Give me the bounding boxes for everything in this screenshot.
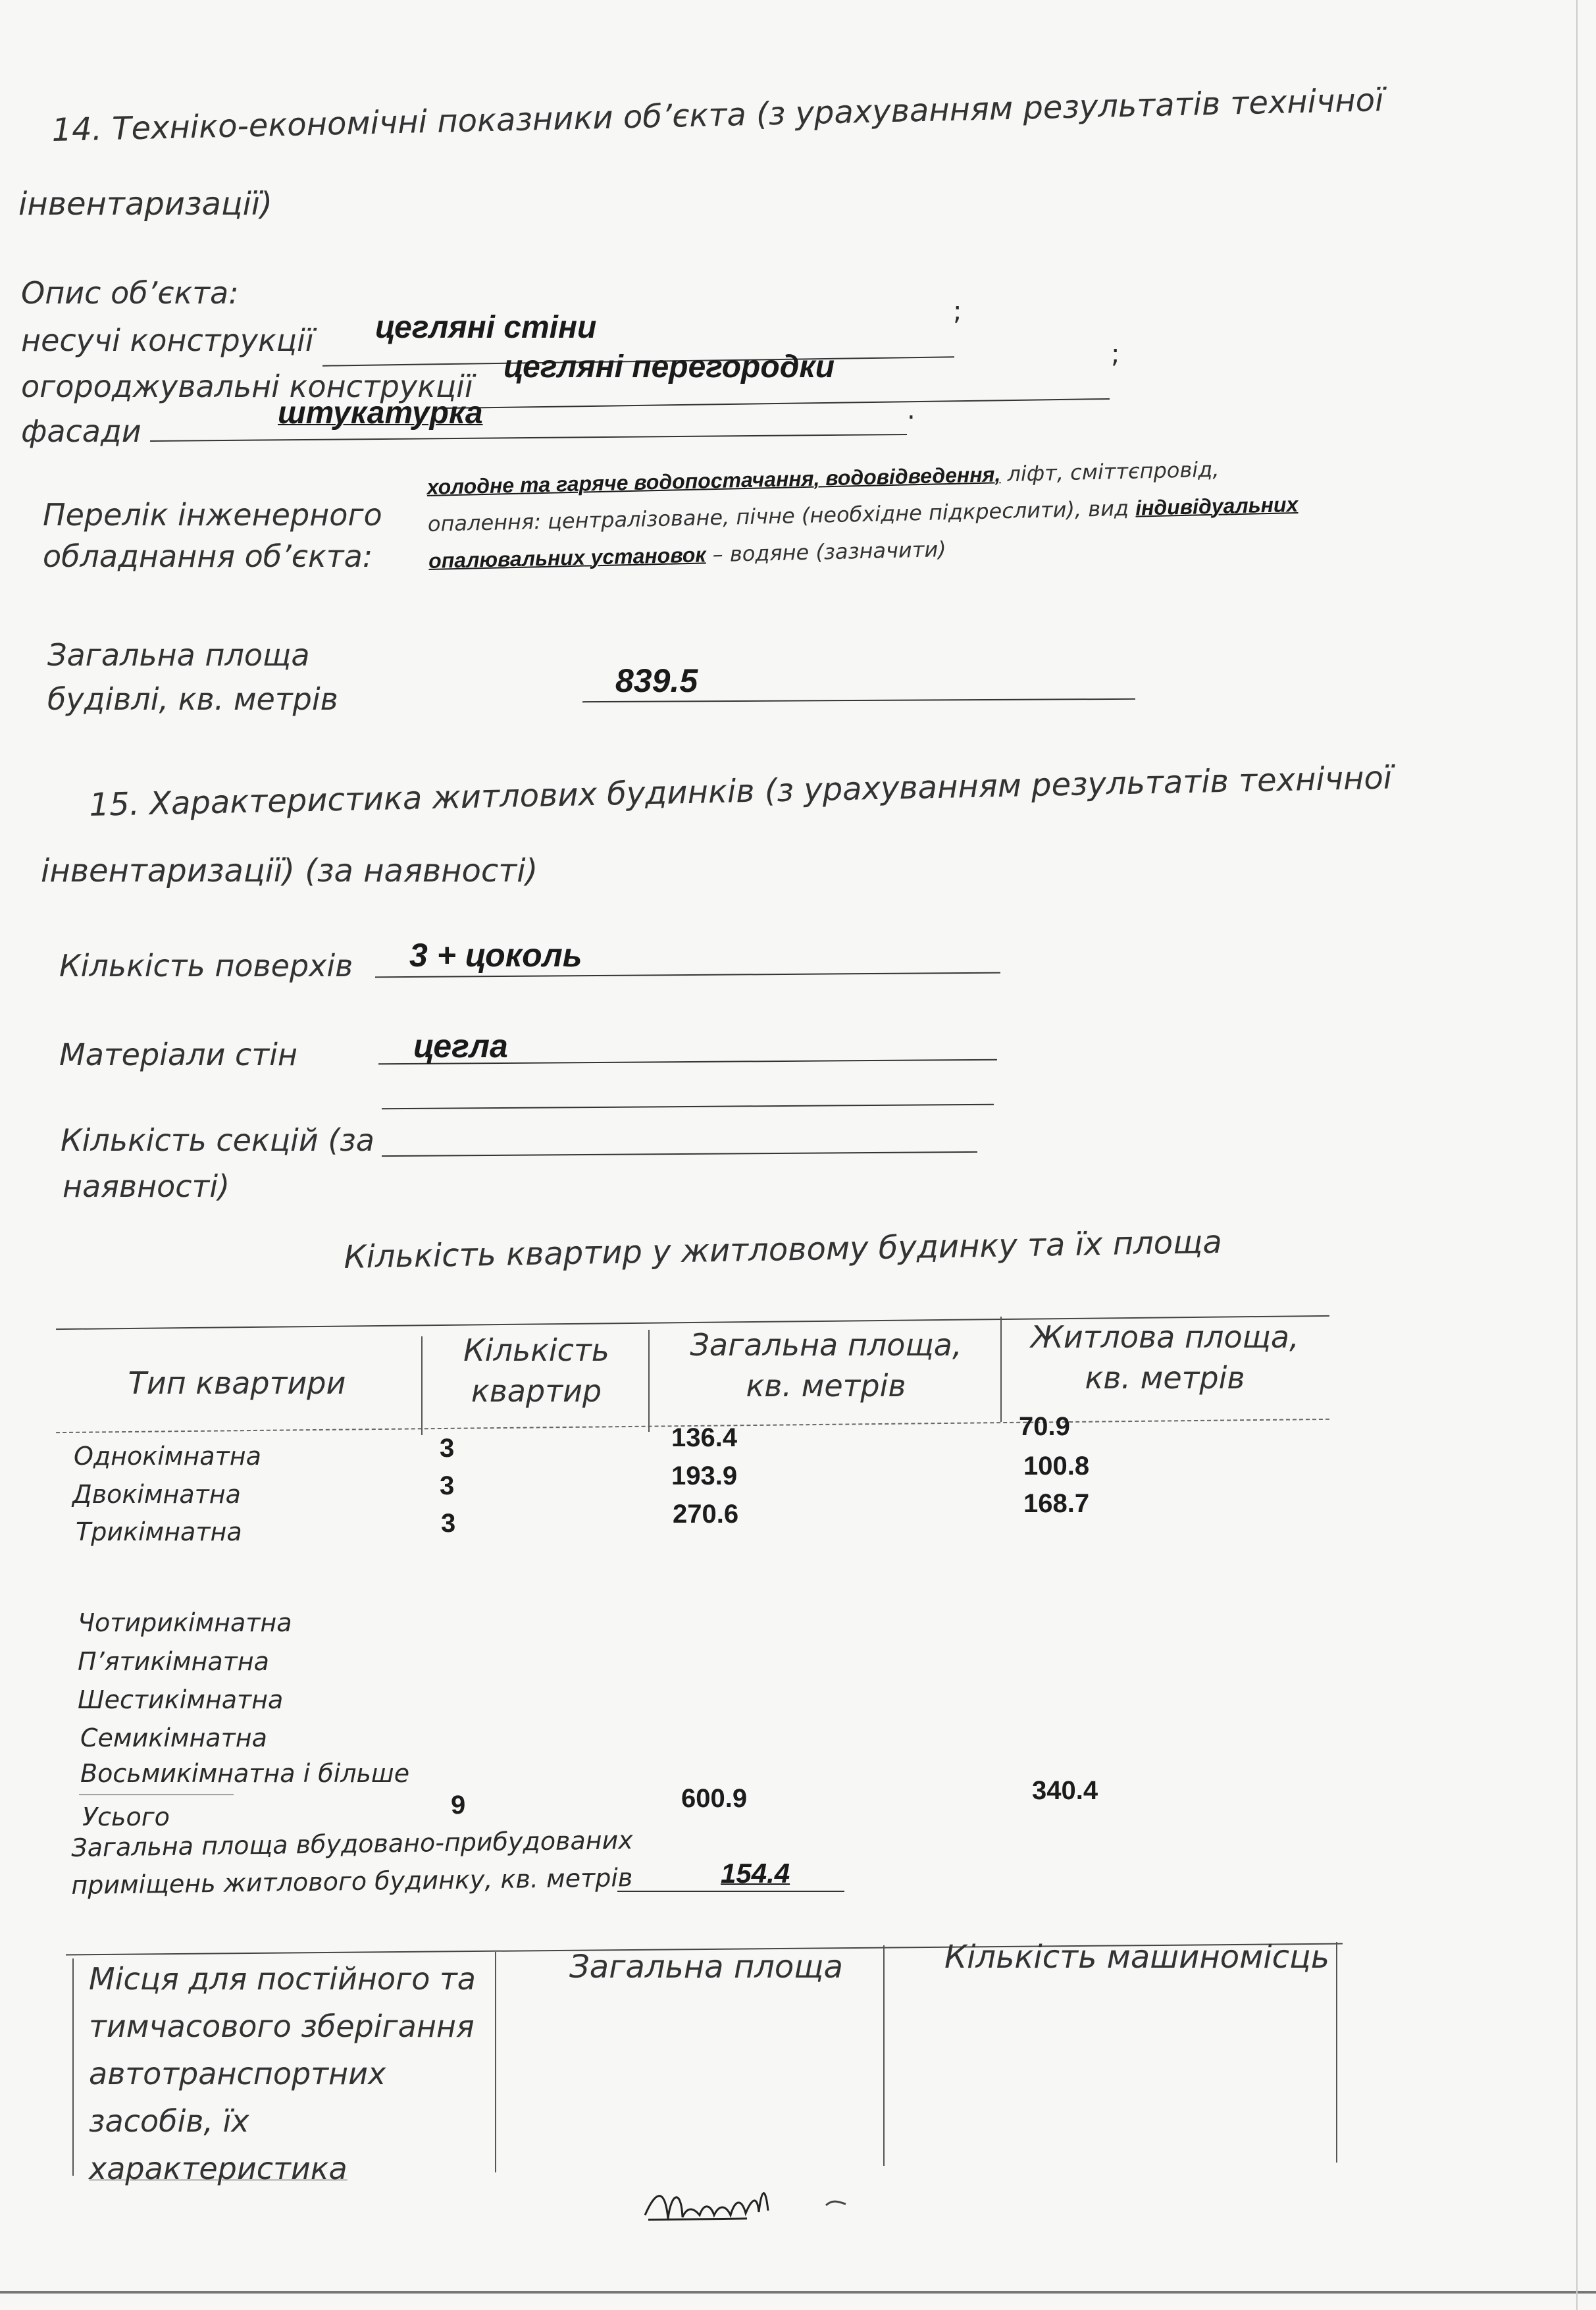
- facade-label: фасади: [21, 413, 142, 449]
- header-living-line1: Житлова площа,: [1031, 1319, 1299, 1355]
- facade-value: штукатурка: [278, 396, 483, 431]
- total-row-living: 340.4: [1032, 1776, 1098, 1805]
- enclosing-semicolon: ;: [1111, 339, 1120, 369]
- page-right-edge: [1576, 0, 1578, 2310]
- table-row-living: 70.9: [1019, 1412, 1070, 1441]
- object-description-label: Опис об’єкта:: [21, 275, 239, 311]
- table-row-type: Трикімнатна: [76, 1517, 242, 1546]
- signature: [642, 2179, 859, 2232]
- engineering-label-line2: обладнання об’єкта:: [43, 538, 373, 574]
- table-col-divider-1: [421, 1336, 423, 1435]
- floors-label: Кількість поверхів: [59, 948, 353, 984]
- table-row-type: П’ятикімнатна: [78, 1647, 269, 1676]
- load-bearing-semicolon: ;: [953, 296, 962, 327]
- table-col-divider-2: [648, 1330, 650, 1432]
- builtin-area-label-line2: приміщень житлового будинку, кв. метрів: [71, 1863, 633, 1900]
- parking-spaces-header: Кількість машиномісць: [944, 1939, 1329, 1976]
- header-count-line1: Кількість: [463, 1332, 609, 1368]
- header-living-area: [1007, 1317, 1323, 1398]
- facade-underline: [150, 434, 907, 442]
- total-area-label-line1: Загальна площа: [47, 637, 310, 673]
- apartments-table-title: Кількість квартир у житловому будинку та їх площа: [344, 1223, 1223, 1276]
- load-bearing-value: цегляні стіни: [375, 310, 597, 345]
- enclosing-value: цегляні перегородки: [503, 350, 835, 384]
- table-row-total: 136.4: [671, 1423, 738, 1452]
- heating-installations-text: опалювальних установок: [428, 542, 706, 573]
- builtin-area-underline: [617, 1891, 844, 1892]
- parking-label-line3: автотранспортних: [89, 2056, 386, 2091]
- engineering-line1-rest: ліфт, сміттєпровід,: [1000, 456, 1220, 487]
- total-area-label-line2: будівлі, кв. метрів: [47, 681, 338, 717]
- header-living-line2: кв. метрів: [1085, 1360, 1245, 1396]
- table-row-living: 100.8: [1023, 1452, 1090, 1481]
- table-row-count: 3: [440, 1471, 455, 1500]
- section15-title-line2: інвентаризації) (за наявності): [41, 853, 538, 889]
- table-row-total: 193.9: [671, 1461, 738, 1490]
- total-row-label: Усього: [82, 1802, 170, 1831]
- builtin-area-label-line1: Загальна площа вбудовано-прибудованих: [71, 1825, 634, 1862]
- table-row-type: Однокімнатна: [74, 1442, 261, 1471]
- enclosing-label: огороджувальні конструкції: [21, 369, 473, 404]
- walls-value: цегла: [413, 1028, 508, 1064]
- engineering-list: [426, 449, 1299, 579]
- section14-title-line2: інвентаризації): [18, 186, 272, 223]
- facade-period: .: [907, 395, 915, 425]
- table-col-divider-3: [1000, 1317, 1002, 1422]
- parking-table-left-border: [72, 1958, 74, 2176]
- header-type: [92, 1363, 382, 1404]
- table-row-type: Шестикімнатна: [78, 1685, 284, 1714]
- total-row-total: 600.9: [681, 1784, 748, 1813]
- engineering-label-line1: Перелік інженерного: [43, 497, 382, 533]
- parking-label-line1: Місця для постійного та: [89, 1961, 476, 1997]
- walls-underline-2: [382, 1104, 994, 1109]
- table-row-total: 270.6: [673, 1500, 739, 1529]
- builtin-area-value: 154.4: [721, 1858, 790, 1889]
- load-bearing-label: несучі конструкції: [21, 323, 314, 358]
- parking-col-divider-2: [883, 1945, 885, 2166]
- total-area-value: 839.5: [615, 662, 698, 699]
- parking-col-divider-1: [495, 1952, 496, 2172]
- individual-text: індивідуальних: [1135, 492, 1299, 520]
- table-row-type: Семикімнатна: [80, 1723, 267, 1752]
- sections-label-line1: Кількість секцій (за: [61, 1122, 374, 1158]
- engineering-line3-rest: – водяне (зазначити): [706, 537, 947, 567]
- table-row-count: 3: [441, 1509, 456, 1538]
- page-bottom-edge: [0, 2291, 1596, 2294]
- heating-text: опалення: централізоване, пічне (необхідне підкреслити), вид: [427, 495, 1136, 537]
- parking-label: [89, 1955, 476, 2192]
- floors-value: 3 + цоколь: [409, 937, 582, 974]
- section15-title-line1: 15. Характеристика житлових будинків (з урахуванням результатів технічної: [89, 759, 1393, 824]
- sections-underline: [382, 1151, 977, 1157]
- walls-label: Матеріали стін: [59, 1037, 298, 1072]
- section14-title-line1: 14. Техніко-економічні показники об’єкта (з урахуванням результатів технічної: [51, 82, 1385, 149]
- table-row-type: Чотирикімнатна: [78, 1608, 292, 1637]
- header-type-text: Тип квартири: [128, 1365, 346, 1401]
- parking-area-header: Загальна площа: [569, 1949, 843, 1985]
- parking-label-line4: засобів, їх: [89, 2103, 249, 2139]
- table-row-count: 3: [440, 1434, 455, 1463]
- table-row-type: Восьмикімнатна і більше: [80, 1759, 410, 1788]
- table-row-type: Двокімнатна: [72, 1480, 241, 1509]
- table-row-living: 168.7: [1023, 1489, 1090, 1518]
- header-total-line2: кв. метрів: [746, 1368, 906, 1404]
- header-total-area: [658, 1325, 994, 1406]
- parking-table-right-border: [1336, 1942, 1337, 2163]
- header-count-line2: квартир: [471, 1373, 602, 1409]
- header-total-line1: Загальна площа,: [690, 1327, 962, 1363]
- total-row-count: 9: [451, 1791, 466, 1820]
- parking-label-line5: характеристика: [89, 2151, 348, 2186]
- water-supply-text: холодне та гаряче водопостачання, водовідведення,: [426, 462, 1001, 499]
- parking-label-line2: тимчасового зберігання: [89, 2008, 475, 2044]
- header-count: [428, 1330, 645, 1411]
- signature-scribble: [642, 2179, 859, 2232]
- enclosing-underline: [445, 398, 1110, 409]
- sections-label-line2: наявності): [63, 1168, 230, 1204]
